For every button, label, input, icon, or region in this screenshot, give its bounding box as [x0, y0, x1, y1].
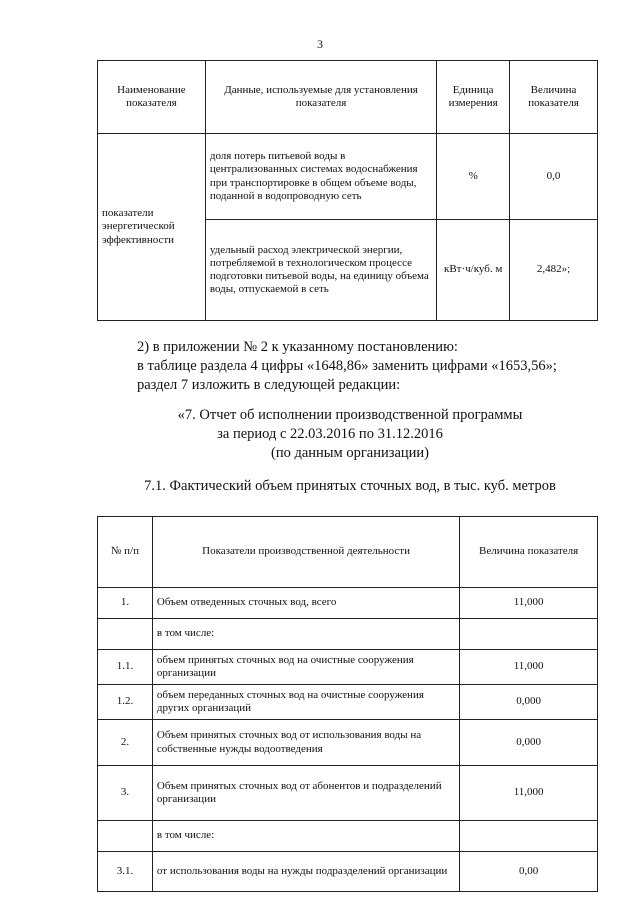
table-row [98, 685, 598, 720]
table1-row-value: 2,482»; [510, 220, 598, 321]
table1-header-data: Данные, используемые для установления показателя [205, 61, 436, 134]
row-name: Объем принятых сточных вод от абонентов и подразделений организации [152, 766, 459, 821]
table-row [98, 588, 598, 619]
row-value: 0,00 [460, 852, 598, 892]
table2-header-row [98, 517, 598, 588]
table-row [98, 619, 598, 650]
section-heading-line2: за период с 22.03.2016 по 31.12.2016 [217, 426, 443, 442]
page-number: 3 [317, 37, 323, 51]
table1-row-value: 0,0 [510, 134, 598, 220]
row-value: 11,000 [460, 766, 598, 821]
row-name: объем принятых сточных вод на очистные сооружения организации [152, 650, 459, 685]
row-value: 0,000 [460, 720, 598, 766]
subsection-heading: 7.1. Фактический объем принятых сточных вод, в тыс. куб. метров [144, 478, 556, 494]
table2-header-name: Показатели производственной деятельности [152, 517, 459, 588]
table1-header-name: Наименование показателя [98, 61, 206, 134]
row-name: Объем отведенных сточных вод, всего [152, 588, 459, 619]
row-name: в том числе: [152, 619, 459, 650]
table1-header-value: Величина показателя [510, 61, 598, 134]
table1-row-unit: кВт·ч/куб. м [437, 220, 510, 321]
table1-header-unit: Единица измерения [437, 61, 510, 134]
row-value: 11,000 [460, 650, 598, 685]
row-name: от использования воды на нужды подразделений организации [152, 852, 459, 892]
row-value [460, 821, 598, 852]
table1-row-unit: % [437, 134, 510, 220]
row-num: 2. [98, 720, 153, 766]
table-row [98, 766, 598, 821]
row-name: в том числе: [152, 821, 459, 852]
row-value [460, 619, 598, 650]
table1-row-data: доля потерь питьевой воды в централизованных системах водоснабжения при транспортировке в общем объеме воды, поданной в водопроводную сеть [205, 134, 436, 220]
row-value: 11,000 [460, 588, 598, 619]
row-num: 1.2. [98, 685, 153, 720]
paragraph-2: в таблице раздела 4 цифры «1648,86» заменить цифрами «1653,56»; [137, 358, 557, 374]
table1-group-label: показатели энергетической эффективности [98, 134, 206, 321]
paragraph-1: 2) в приложении № 2 к указанному постановлению: [137, 339, 458, 355]
table-row [98, 852, 598, 892]
section-heading-line3: (по данным организации) [270, 445, 429, 461]
table2-header-num: № п/п [98, 517, 153, 588]
row-num: 1. [98, 588, 153, 619]
row-num: 3.1. [98, 852, 153, 892]
table-row [98, 134, 598, 220]
table-row [98, 720, 598, 766]
table2-header-value: Величина показателя [460, 517, 598, 588]
row-num: 1.1. [98, 650, 153, 685]
wastewater-table [97, 516, 598, 892]
section-heading [0, 406, 640, 463]
row-value: 0,000 [460, 685, 598, 720]
table-row [98, 650, 598, 685]
section-heading-line1: «7. Отчет об исполнении производственной программы [177, 407, 523, 423]
row-num: 3. [98, 766, 153, 821]
table1-row-data: удельный расход электрической энергии, потребляемой в технологическом процессе подготовки питьевой воды, на единицу объема воды, отпускаемой в сеть [205, 220, 436, 321]
energy-efficiency-table [97, 60, 598, 321]
table-row [98, 821, 598, 852]
row-num [98, 619, 153, 650]
row-num [98, 821, 153, 852]
paragraph-3: раздел 7 изложить в следующей редакции: [137, 377, 401, 393]
row-name: Объем принятых сточных вод от использования воды на собственные нужды водоотведения [152, 720, 459, 766]
row-name: объем переданных сточных вод на очистные сооружения других организаций [152, 685, 459, 720]
table1-header-row [98, 61, 598, 134]
